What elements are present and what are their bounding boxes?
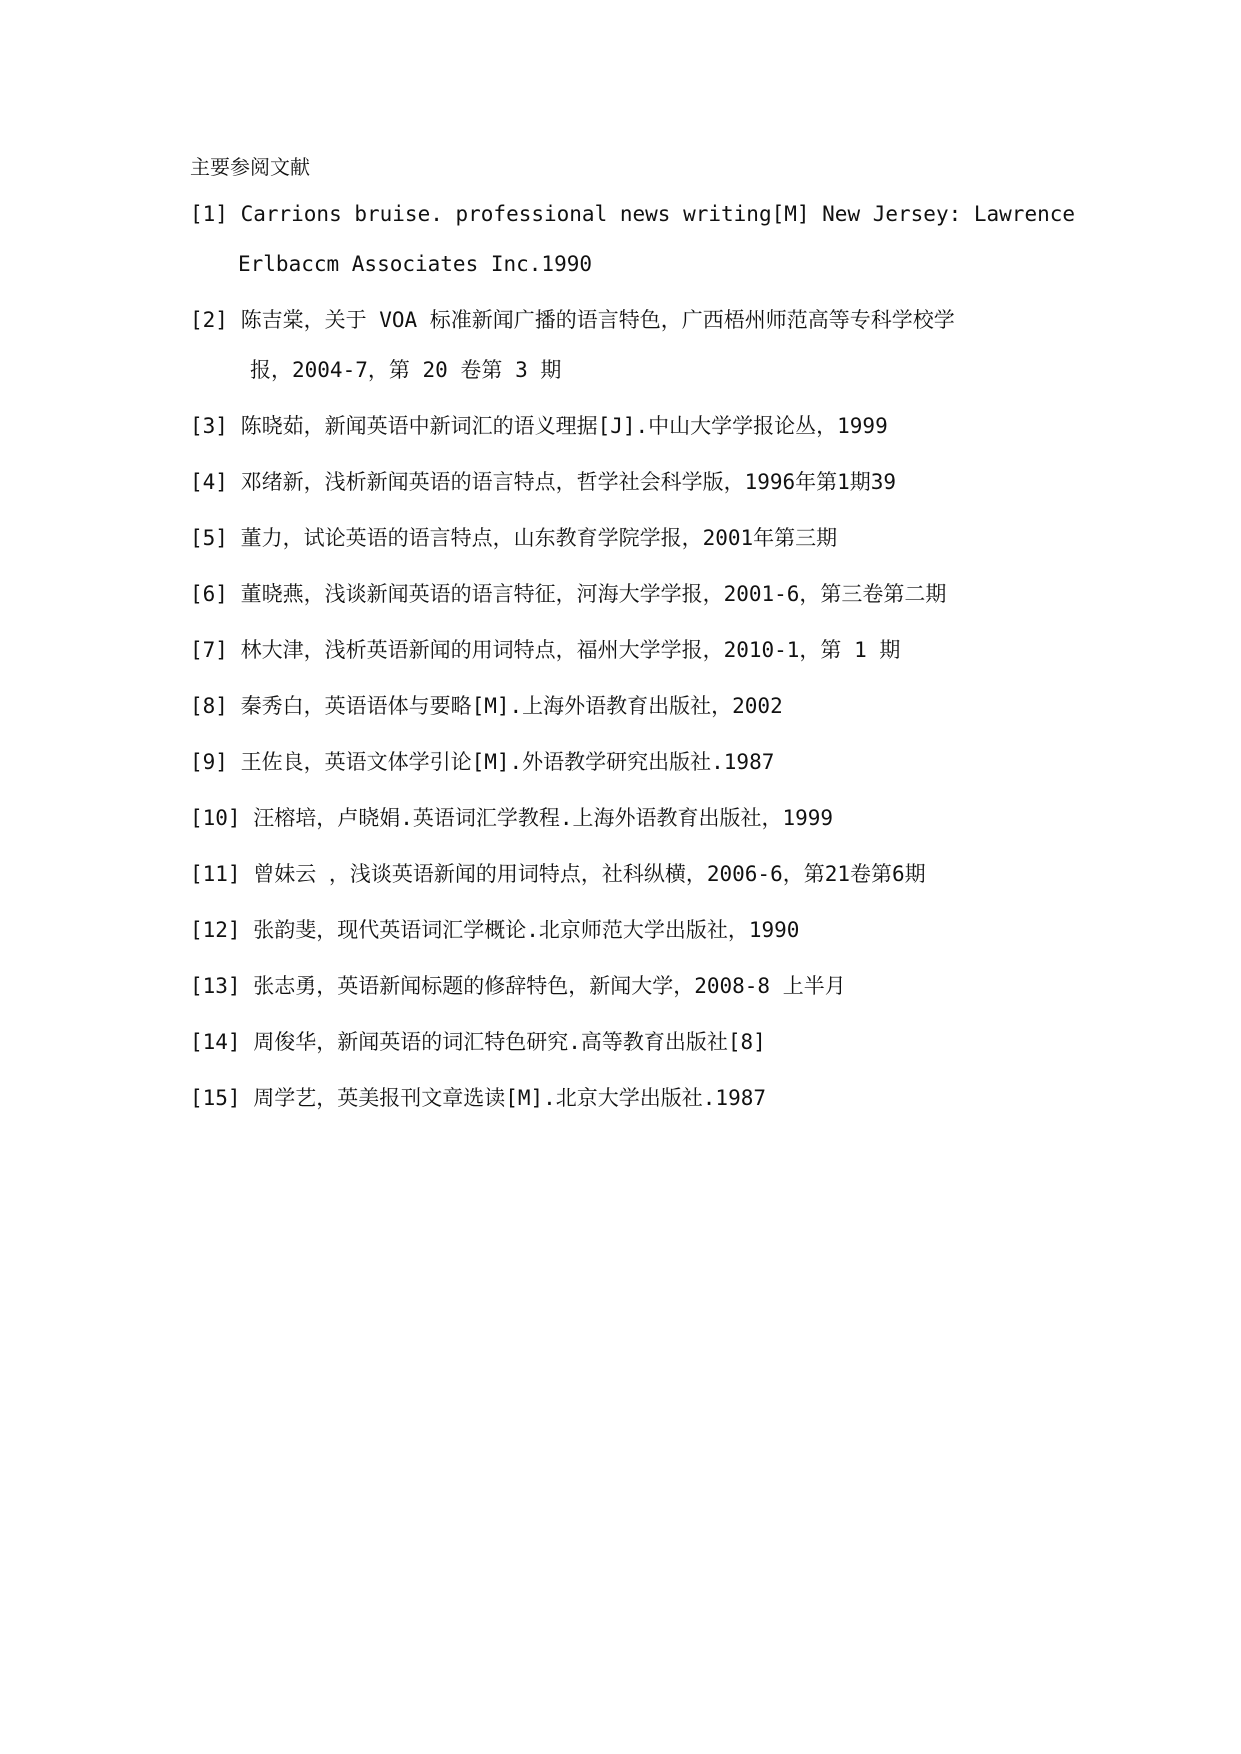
reference-item-8 <box>190 692 1080 720</box>
reference-item-11 <box>190 860 1080 888</box>
reference-11-line-1: [11] 曾妹云 ，浅谈英语新闻的用词特点，社科纵横，2006-6，第21卷第6期 <box>190 862 926 886</box>
reference-1-line-1: [1] Carrions bruise. professional news writing[M] New Jersey: Lawrence <box>190 202 1076 226</box>
reference-3-line-1: [3] 陈晓茹，新闻英语中新词汇的语义理据[J].中山大学学报论丛，1999 <box>190 414 888 438</box>
reference-spacer <box>190 552 1080 580</box>
reference-spacer <box>190 664 1080 692</box>
reference-14-line-1: [14] 周俊华，新闻英语的词汇特色研究.高等教育出版社[8] <box>190 1030 766 1054</box>
reference-spacer <box>190 888 1080 916</box>
reference-list <box>190 200 1080 1112</box>
reference-5-line-1: [5] 董力，试论英语的语言特点，山东教育学院学报，2001年第三期 <box>190 526 838 550</box>
reference-9-line-1: [9] 王佐良，英语文体学引论[M].外语教学研究出版社.1987 <box>190 750 775 774</box>
reference-item-9 <box>190 748 1080 776</box>
reference-spacer <box>190 1000 1080 1028</box>
reference-spacer <box>190 440 1080 468</box>
reference-spacer <box>190 496 1080 524</box>
reference-item-4 <box>190 468 1080 496</box>
reference-spacer <box>190 720 1080 748</box>
reference-15-line-1: [15] 周学艺，英美报刊文章选读[M].北京大学出版社.1987 <box>190 1086 767 1110</box>
reference-item-7 <box>190 636 1080 664</box>
reference-4-line-1: [4] 邓绪新，浅析新闻英语的语言特点，哲学社会科学版，1996年第1期39 <box>190 470 897 494</box>
reference-6-line-1: [6] 董晓燕，浅谈新闻英语的语言特征，河海大学学报，2001-6，第三卷第二期 <box>190 582 947 606</box>
reference-7-line-1: [7] 林大津，浅析英语新闻的用词特点，福州大学学报，2010-1，第 1 期 <box>190 638 901 662</box>
reference-spacer <box>190 278 1080 306</box>
reference-1-line-2: Erlbaccm Associates Inc.1990 <box>238 252 593 276</box>
reference-spacer <box>190 832 1080 860</box>
reference-spacer <box>190 608 1080 636</box>
reference-item-6 <box>190 580 1080 608</box>
reference-item-15 <box>190 1084 1080 1112</box>
reference-2-line-2: 报，2004-7，第 20 卷第 3 期 <box>250 358 562 382</box>
reference-spacer <box>190 944 1080 972</box>
reference-spacer <box>190 776 1080 804</box>
reference-item-5 <box>190 524 1080 552</box>
reference-spacer <box>190 1056 1080 1084</box>
reference-item-2 <box>190 306 1080 384</box>
reference-spacer <box>190 384 1080 412</box>
reference-item-1 <box>190 200 1080 278</box>
references-heading: 主要参阅文献 <box>190 155 310 179</box>
reference-10-line-1: [10] 汪榕培，卢晓娟.英语词汇学教程.上海外语教育出版社，1999 <box>190 806 834 830</box>
reference-item-3 <box>190 412 1080 440</box>
reference-item-12 <box>190 916 1080 944</box>
reference-13-line-1: [13] 张志勇，英语新闻标题的修辞特色，新闻大学，2008-8 上半月 <box>190 974 846 998</box>
reference-item-13 <box>190 972 1080 1000</box>
reference-12-line-1: [12] 张韵斐，现代英语词汇学概论.北京师范大学出版社，1990 <box>190 918 800 942</box>
reference-2-line-1: [2] 陈吉棠，关于 VOA 标准新闻广播的语言特色，广西梧州师范高等专科学校学 <box>190 308 955 332</box>
reference-item-14 <box>190 1028 1080 1056</box>
reference-8-line-1: [8] 秦秀白，英语语体与要略[M].上海外语教育出版社，2002 <box>190 694 783 718</box>
reference-item-10 <box>190 804 1080 832</box>
